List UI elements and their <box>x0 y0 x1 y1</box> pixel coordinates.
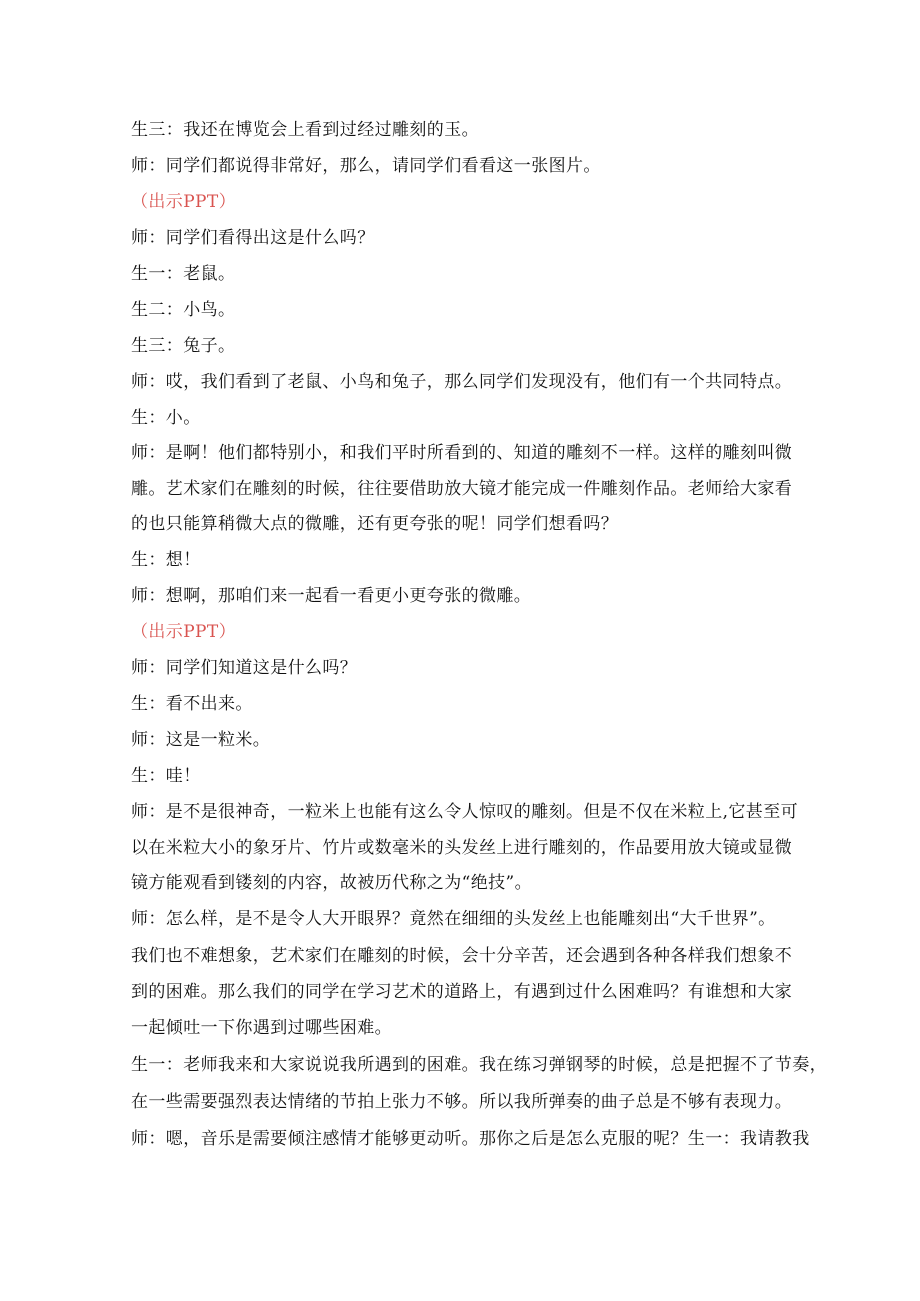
text-line: 一起倾吐一下你遇到过哪些困难。 <box>131 1018 392 1038</box>
text-line: 生一：老师我来和大家说说我所遇到的困难。我在练习弹钢琴的时候，总是把握不了节奏， <box>131 1055 827 1075</box>
text-line: 生：想！ <box>131 550 201 570</box>
text-line: 以在米粒大小的象牙片、竹片或数毫米的头发丝上进行雕刻的，作品要用放大镜或显微 <box>131 838 793 858</box>
text-line: 生：看不出来。 <box>131 694 253 714</box>
text-line: 镜方能观看到镂刻的内容，故被历代称之为“绝技”。 <box>131 873 532 893</box>
text-line: 生三：我还在博览会上看到过经过雕刻的玉。 <box>131 120 479 140</box>
text-line: 生一：老鼠。 <box>131 264 236 284</box>
text-line: 师：嗯，音乐是需要倾注感情才能够更动听。那你之后是怎么克服的呢？生一：我请教我 <box>131 1129 810 1149</box>
text-line: 师：同学们看得出这是什么吗？ <box>131 228 375 248</box>
text-line: 到的困难。那么我们的同学在学习艺术的道路上，有遇到过什么困难吗？有谁想和大家 <box>131 982 793 1002</box>
text-line: 师：想啊，那咱们来一起看一看更小更夸张的微雕。 <box>131 586 532 606</box>
text-line: 生：哇！ <box>131 766 201 786</box>
text-line: 的也只能算稍微大点的微雕，还有更夸张的呢！同学们想看吗？ <box>131 514 619 534</box>
stage-direction: （出示PPT） <box>131 192 237 212</box>
text-line: 生二：小鸟。 <box>131 300 236 320</box>
text-line: 师：同学们都说得非常好，那么，请同学们看看这一张图片。 <box>131 156 601 176</box>
text-line: 师：怎么样，是不是令人大开眼界？竟然在细细的头发丝上也能雕刻出“大千世界”。 <box>131 909 776 929</box>
text-line: 雕。艺术家们在雕刻的时候，往往要借助放大镜才能完成一件雕刻作品。老师给大家看 <box>131 479 793 499</box>
text-line: 在一些需要强烈表达情绪的节拍上张力不够。所以我所弹奏的曲子总是不够有表现力。 <box>131 1092 793 1112</box>
text-line: 我们也不难想象，艺术家们在雕刻的时候，会十分辛苦，还会遇到各种各样我们想象不 <box>131 946 793 966</box>
text-line: 师：这是一粒米。 <box>131 730 271 750</box>
text-line: 生三：兔子。 <box>131 336 236 356</box>
text-line: 师：是啊！他们都特别小，和我们平时所看到的、知道的雕刻不一样。这样的雕刻叫微 <box>131 443 793 463</box>
stage-direction: （出示PPT） <box>131 622 237 642</box>
text-line: 师：同学们知道这是什么吗？ <box>131 658 358 678</box>
text-line: 生：小。 <box>131 408 201 428</box>
text-line: 师：是不是很神奇，一粒米上也能有这么令人惊叹的雕刻。但是不仅在米粒上,它甚至可 <box>131 802 799 822</box>
text-line: 师：哎，我们看到了老鼠、小鸟和兔子，那么同学们发现没有，他们有一个共同特点。 <box>131 372 793 392</box>
